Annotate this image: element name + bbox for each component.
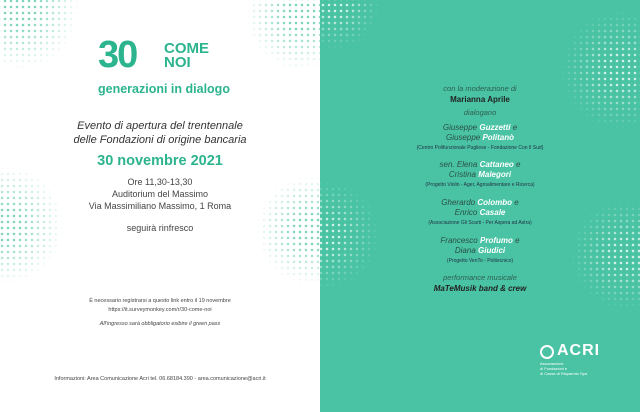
logo-word-noi: NOI: [164, 54, 191, 71]
speaker-line: Enrico Casale: [454, 208, 506, 217]
event-time: Ore 11,30-13,30: [127, 177, 193, 187]
acri-tagline: Associazione di Fondazioni e di Casse di Risparmio Spa: [540, 361, 588, 376]
speaker-line: Cristina Malegori: [448, 170, 512, 179]
speaker-surname: Politanò: [482, 133, 515, 142]
music-performer: MaTeMusik band & crew: [433, 284, 527, 293]
speaker-affiliation: (Centro Polifunzionale Pugliese - Fondazione Con Il Sud): [416, 145, 544, 151]
event-title-line2: delle Fondazioni di origine bancaria: [73, 134, 247, 146]
speaker-surname: Giudici: [478, 246, 506, 255]
event-date: 30 novembre 2021: [97, 153, 223, 169]
speaker-line: Diana Giudici: [454, 246, 506, 255]
speaker-affiliation: (Associazione Gli Scarti - Per Aspera ad Astra): [428, 220, 532, 226]
acri-ring-icon: [540, 345, 554, 359]
speaker-surname: Casale: [479, 208, 506, 217]
dot-pattern: [320, 0, 380, 50]
speaker-line: Francesco Profumo e: [440, 236, 520, 245]
speaker-line: sen. Elena Cattaneo e: [439, 160, 521, 169]
speaker-line: Gherardo Colombo e: [441, 198, 519, 207]
refreshments-note: seguirà rinfresco: [126, 223, 194, 233]
acri-name: ACRI: [557, 342, 601, 359]
speaker-surname: Colombo: [477, 198, 512, 207]
logo-number: 30: [98, 34, 137, 76]
green-pass-note: All'ingresso sarà obbligatorio esibire il green pass: [99, 321, 221, 327]
registration-note: È necessario registrarsi a questo link entro il 19 novembre: [89, 298, 231, 304]
logo-30-come-noi: [98, 34, 258, 100]
speaker-surname: Malegori: [478, 170, 512, 179]
acri-logo: [540, 342, 620, 385]
speaker-line: Giuseppe Guzzetti e: [442, 123, 518, 132]
speaker-surname: Profumo: [480, 236, 513, 245]
logo-subtitle: generazioni in dialogo: [98, 82, 230, 96]
speaker-surname: Guzzetti: [479, 123, 511, 132]
moderation-label: con la moderazione di: [443, 84, 517, 93]
event-venue: Auditorium del Massimo: [111, 189, 209, 199]
registration-link[interactable]: https://it.surveymonkey.com/r/30-come-noi: [108, 307, 212, 313]
music-label: performance musicale: [443, 273, 517, 282]
moderator-name: Marianna Aprile: [450, 95, 510, 104]
footer-info: Informazioni: Area Comunicazione Acri tel. 06.68184.390 - area.comunicazione@acri.it: [54, 376, 266, 382]
speaker-surname: Cattaneo: [479, 160, 514, 169]
event-title-line1: Evento di apertura del trentennale: [77, 120, 243, 132]
speaker-affiliation: (Progetto VenTo - Politecnico): [446, 258, 514, 264]
dot-pattern: [0, 0, 80, 70]
dialogue-label: dialogano: [463, 108, 497, 117]
speaker-line: Giuseppe Politanò: [445, 133, 515, 142]
logo-word-come: COME: [164, 40, 209, 57]
event-address: Via Massimiliano Massimo, 1 Roma: [88, 201, 232, 211]
speaker-affiliation: (Progetto Violin - Ager, Agroalimentare e Ricerca): [425, 182, 535, 188]
